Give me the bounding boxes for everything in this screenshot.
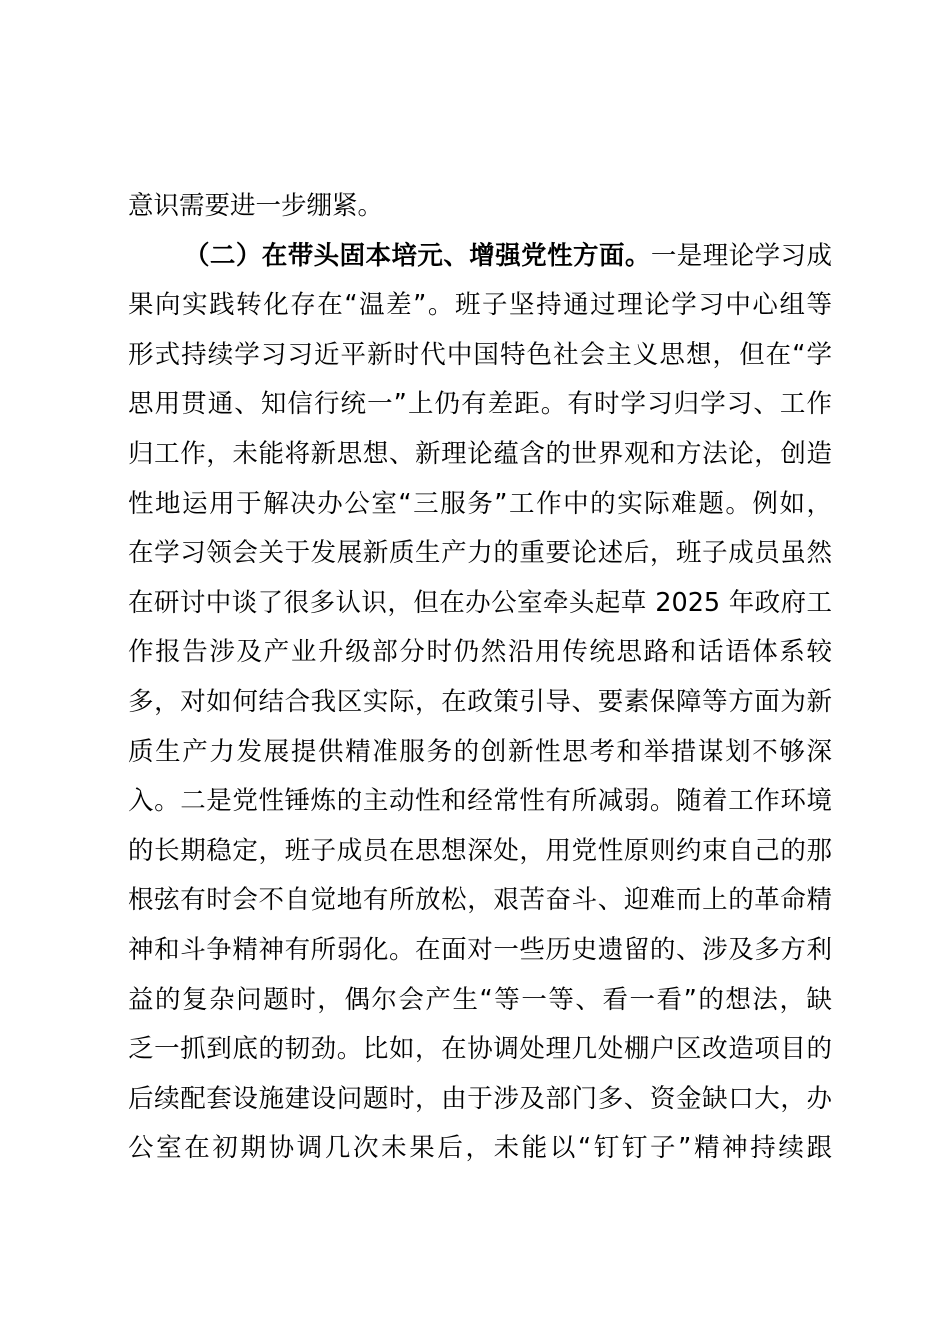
paragraph-line: 归工作，未能将新思想、新理论蕴含的世界观和方法论，创造	[128, 438, 832, 469]
paragraph-line: 形式持续学习习近平新时代中国特色社会主义思想，但在“学	[128, 339, 832, 370]
paragraph-line: 在学习领会关于发展新质生产力的重要论述后，班子成员虽然	[128, 538, 832, 569]
paragraph-line: 后续配套设施建设问题时，由于涉及部门多、资金缺口大，办	[128, 1083, 832, 1114]
paragraph-line: 思用贯通、知信行统一”上仍有差距。有时学习归学习、工作	[128, 389, 832, 420]
paragraph-line: 在研讨中谈了很多认识，但在办公室牵头起草 2025 年政府工	[128, 587, 832, 618]
paragraph-line: 多，对如何结合我区实际，在政策引导、要素保障等方面为新	[128, 686, 832, 717]
paragraph-line: 根弦有时会不自觉地有所放松，艰苦奋斗、迎难而上的革命精	[128, 885, 832, 916]
paragraph-line: 公室在初期协调几次未果后，未能以“钉钉子”精神持续跟	[128, 1133, 832, 1164]
paragraph-line: 神和斗争精神有所弱化。在面对一些历史遗留的、涉及多方利	[128, 934, 832, 965]
paragraph-line: 益的复杂问题时，偶尔会产生“等一等、看一看”的想法，缺	[128, 984, 832, 1015]
section-heading: （二）在带头固本培元、增强党性方面。	[184, 240, 651, 271]
section-first-line-text: 一是理论学习成	[650, 240, 832, 271]
continuation-line: 意识需要进一步绷紧。	[128, 191, 384, 221]
paragraph-line: 果向实践转化存在“温差”。班子坚持通过理论学习中心组等	[128, 290, 832, 321]
document-body	[128, 182, 832, 1174]
paragraph-line: 性地运用于解决办公室“三服务”工作中的实际难题。例如，	[128, 488, 832, 519]
paragraph-line: 的长期稳定，班子成员在思想深处，用党性原则约束自己的那	[128, 835, 832, 866]
paragraph-line: 质生产力发展提供精准服务的创新性思考和举措谋划不够深	[128, 736, 832, 767]
paragraph-line: 作报告涉及产业升级部分时仍然沿用传统思路和话语体系较	[128, 637, 832, 668]
paragraph-line: 乏一抓到底的韧劲。比如，在协调处理几处棚户区改造项目的	[128, 1034, 832, 1065]
paragraph-line: 入。二是党性锤炼的主动性和经常性有所减弱。随着工作环境	[128, 786, 832, 817]
section-first-line	[128, 232, 832, 282]
